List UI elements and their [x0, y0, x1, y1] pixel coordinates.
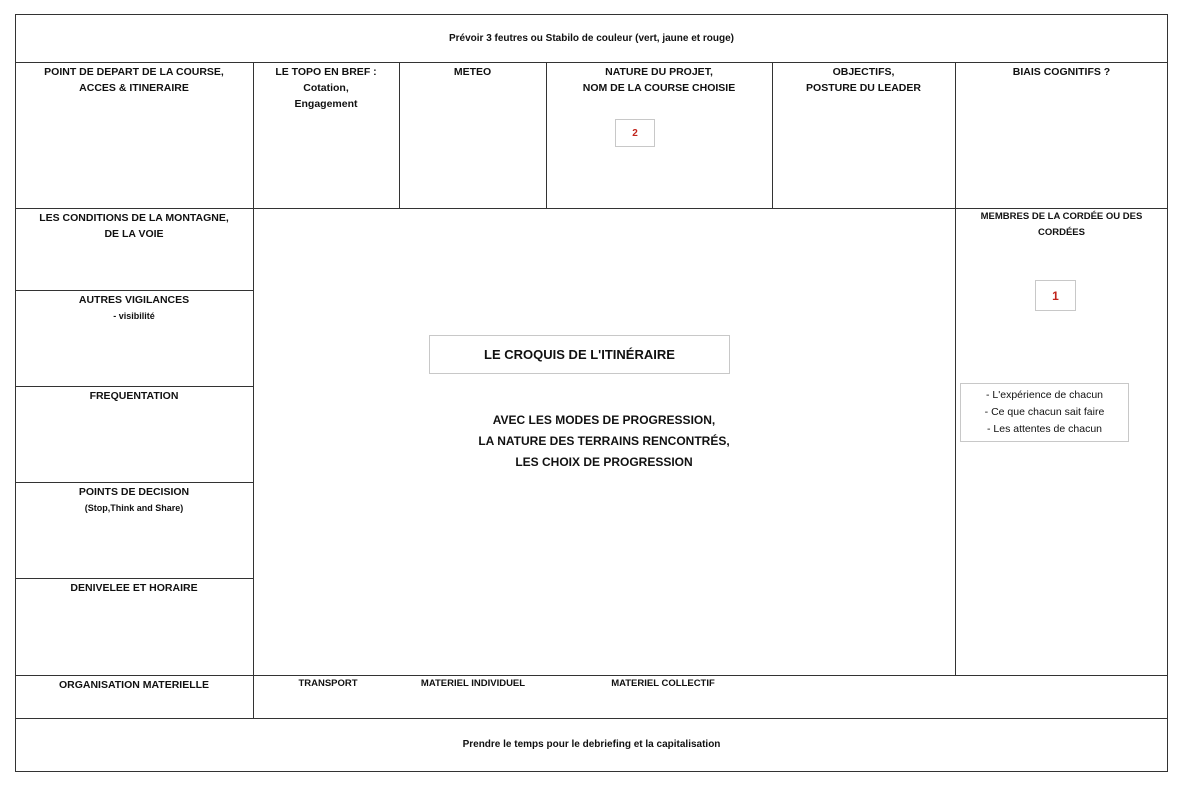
nature-badge: 2 [615, 119, 655, 147]
materiel-collectif-label: MATERIEL COLLECTIF [611, 678, 715, 689]
list-item: - L'expérience de chacun [986, 389, 1103, 401]
biais-heading: BIAIS COGNITIFS ? [1012, 66, 1111, 78]
materiel-individuel-label: MATERIEL INDIVIDUEL [420, 678, 526, 689]
membres-list [960, 383, 1129, 442]
rule-col-left [253, 62, 254, 718]
croquis-title: LE CROQUIS DE L'ITINÉRAIRE [484, 347, 675, 362]
rule-left-3 [15, 482, 253, 483]
rule-left-1 [15, 290, 253, 291]
materiel-heading: ORGANISATION MATERIELLE [58, 679, 210, 691]
transport-label: TRANSPORT [298, 678, 358, 689]
nature-line2: NOM DE LA COURSE CHOISIE [582, 82, 736, 94]
membres-line1: MEMBRES DE LA CORDÉE OU DES [980, 211, 1143, 222]
membres-badge: 1 [1035, 280, 1076, 311]
rule-col-right [955, 62, 956, 675]
objectifs-line1: OBJECTIFS, [832, 66, 895, 78]
depart-line2: ACCES & ITINERAIRE [79, 82, 189, 94]
objectifs-line2: POSTURE DU LEADER [806, 82, 921, 94]
rule-footer [15, 718, 1168, 719]
rule-left-4 [15, 578, 253, 579]
membres-heading [955, 209, 1168, 241]
list-item: - Les attentes de chacun [987, 423, 1102, 435]
croquis-line3: LES CHOIX DE PROGRESSION [515, 455, 693, 469]
frequentation-heading: FREQUENTATION [89, 390, 179, 402]
croquis-title-box [429, 335, 730, 374]
topo-line2: Cotation, [303, 82, 349, 94]
rule-materiel [15, 675, 1168, 676]
vigilances-label: AUTRES VIGILANCES [78, 294, 190, 306]
nature-heading [546, 64, 772, 96]
vigilances-heading [15, 292, 253, 324]
topo-heading [253, 64, 399, 112]
depart-line1: POINT DE DEPART DE LA COURSE, [44, 66, 224, 78]
meteo-heading: METEO [453, 66, 492, 78]
footer-note: Prendre le temps pour le debriefing et la capitalisation [462, 739, 721, 750]
conditions-line1: LES CONDITIONS DE LA MONTAGNE, [39, 212, 229, 224]
conditions-heading [15, 210, 253, 242]
topo-line3: Engagement [294, 98, 358, 110]
depart-heading [15, 64, 253, 96]
decision-sub: (Stop,Think and Share) [84, 503, 184, 513]
vigilances-sub: - visibilité [113, 311, 155, 321]
objectifs-heading [772, 64, 955, 96]
croquis-line1: AVEC LES MODES DE PROGRESSION, [492, 413, 716, 427]
membres-line2: CORDÉES [1038, 227, 1085, 238]
rule-col-topo [399, 62, 400, 208]
denivelee-heading: DENIVELEE ET HORAIRE [70, 582, 198, 594]
rule-header [15, 62, 1168, 63]
list-item: - Ce que chacun sait faire [984, 406, 1105, 418]
topo-line1: LE TOPO EN BREF : [275, 66, 377, 78]
conditions-line2: DE LA VOIE [104, 228, 164, 240]
decision-label: POINTS DE DECISION [78, 486, 190, 498]
nature-line1: NATURE DU PROJET, [605, 66, 713, 78]
rule-left-2 [15, 386, 253, 387]
croquis-description [253, 410, 955, 473]
decision-heading [15, 484, 253, 516]
header-note: Prévoir 3 feutres ou Stabilo de couleur (vert, jaune et rouge) [448, 33, 735, 44]
croquis-line2: LA NATURE DES TERRAINS RENCONTRÉS, [478, 434, 730, 448]
